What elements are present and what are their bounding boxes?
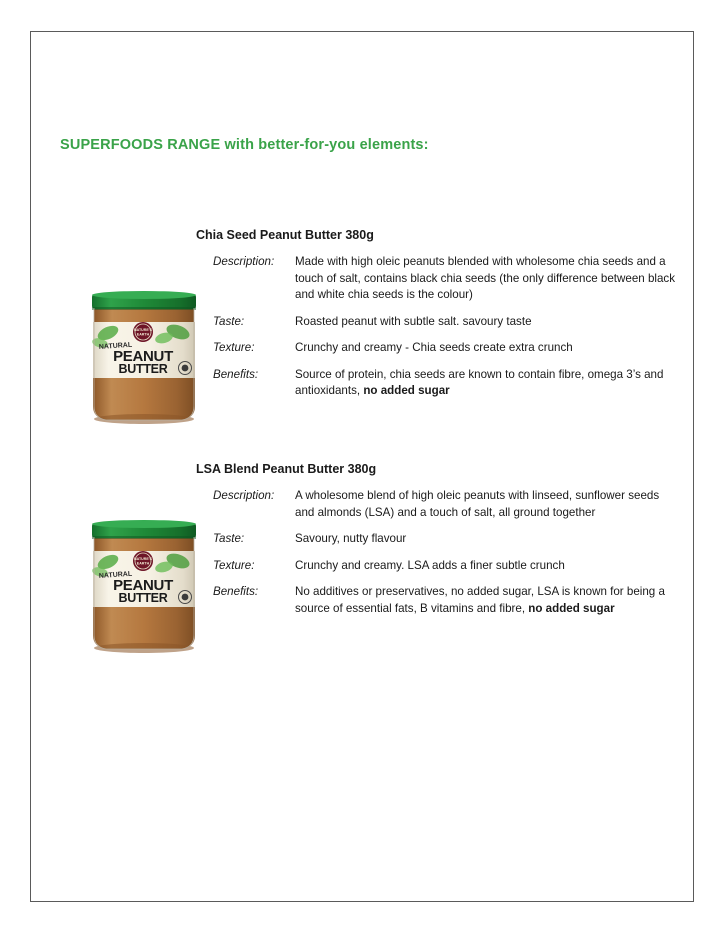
spec-row-taste — [196, 314, 681, 341]
spec-row-benefits — [196, 367, 681, 410]
spec-label: Taste: — [213, 314, 245, 328]
product-title: LSA Blend Peanut Butter 380g — [196, 462, 377, 476]
spec-row-texture — [196, 558, 681, 585]
spec-value-emphasis: no added sugar — [528, 601, 615, 615]
product-image — [86, 517, 202, 655]
spec-label: Description: — [213, 255, 275, 268]
spec-value — [295, 558, 681, 585]
svg-text:EARTH: EARTH — [136, 332, 150, 337]
product-spec-table — [196, 488, 681, 627]
svg-text:NATURAL: NATURAL — [98, 341, 133, 351]
spec-label: Taste: — [213, 532, 245, 545]
svg-text:BUTTER: BUTTER — [118, 362, 168, 376]
spec-label: Texture: — [213, 558, 255, 572]
spec-value — [295, 584, 681, 627]
spec-label: Texture: — [213, 341, 255, 354]
spec-value — [295, 314, 681, 341]
svg-text:NATURAL: NATURAL — [98, 570, 133, 580]
spec-value-text: No additives or preservatives, no added sugar, LSA is known for being a source of essential fats, B vitamins and fibre, — [295, 585, 665, 615]
page-title: SUPERFOODS RANGE with better-for-you elements: — [60, 137, 429, 153]
spec-row-taste — [196, 531, 681, 558]
svg-text:NATURE'S: NATURE'S — [134, 328, 152, 332]
svg-text:PEANUT: PEANUT — [113, 348, 173, 365]
product-title: Chia Seed Peanut Butter 380g — [196, 228, 374, 242]
product-spec-table — [196, 254, 681, 410]
svg-text:EARTH: EARTH — [136, 561, 150, 566]
spec-value-text: Made with high oleic peanuts blended with wholesome chia seeds and a touch of salt, contains black chia seeds (the only difference between black and white chia seeds is the colour) — [295, 255, 676, 301]
spec-value — [295, 531, 681, 558]
spec-value — [295, 367, 681, 410]
spec-row-texture — [196, 340, 681, 367]
peanut-butter-jar-icon — [86, 288, 202, 426]
svg-text:NATURE'S: NATURE'S — [134, 557, 152, 561]
spec-value — [295, 254, 681, 314]
spec-value-text: A wholesome blend of high oleic peanuts with linseed, sunflower seeds and almonds (LSA) and a touch of salt, all ground together — [295, 489, 660, 519]
spec-label: Description: — [213, 489, 275, 502]
spec-row-benefits — [196, 584, 681, 627]
spec-value-text: Source of protein, chia seeds are known to contain fibre, omega 3’s and antioxidants, — [295, 367, 664, 397]
spec-label: Benefits: — [213, 585, 259, 598]
peanut-butter-jar-icon — [86, 517, 202, 655]
spec-label: Benefits: — [213, 367, 259, 381]
spec-value-text: Crunchy and creamy - Chia seeds create extra crunch — [295, 341, 573, 354]
spec-value-text: Crunchy and creamy. LSA adds a finer subtle crunch — [295, 558, 565, 572]
product-image — [86, 288, 202, 426]
spec-value — [295, 340, 681, 367]
svg-text:BUTTER: BUTTER — [118, 591, 168, 605]
spec-value-text: Savoury, nutty flavour — [295, 532, 407, 545]
svg-text:PEANUT: PEANUT — [113, 577, 173, 594]
spec-row-description — [196, 254, 681, 314]
spec-value-text: Roasted peanut with subtle salt. savoury taste — [295, 314, 532, 328]
spec-value — [295, 488, 681, 531]
document-page — [30, 31, 694, 902]
spec-value-emphasis: no added sugar — [363, 384, 450, 397]
spec-row-description — [196, 488, 681, 531]
